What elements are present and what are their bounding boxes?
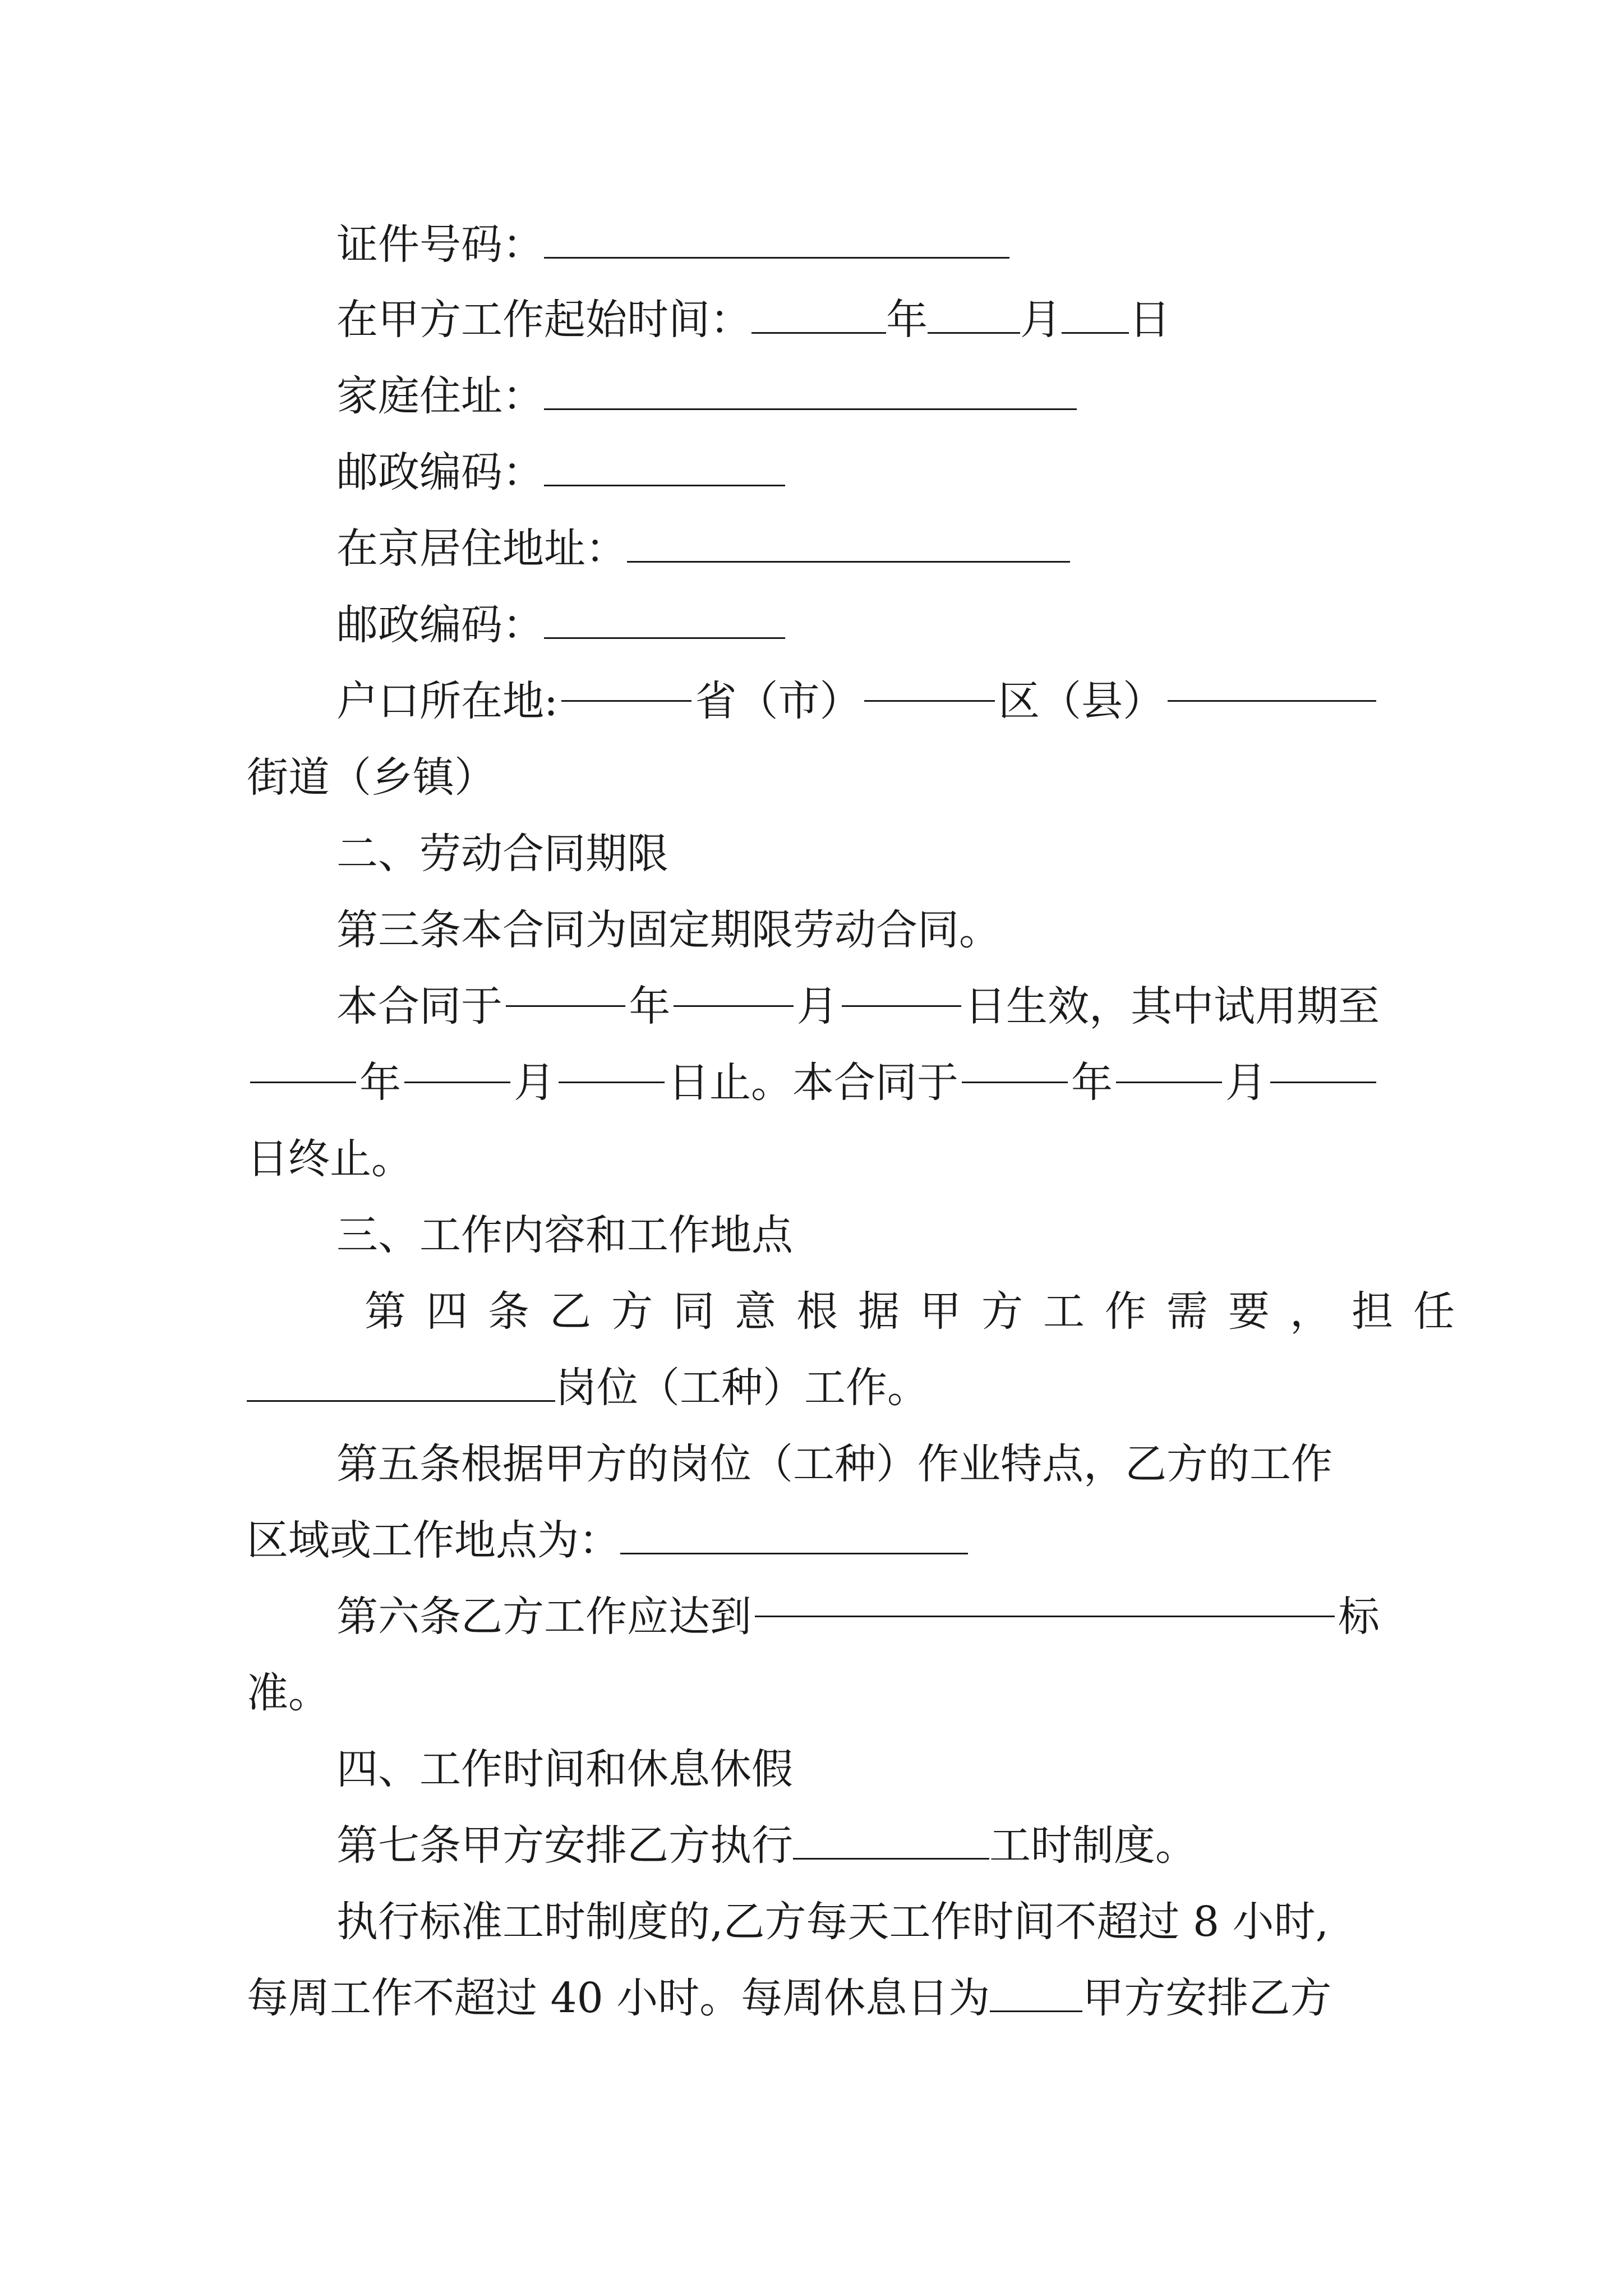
effective-year-blank[interactable] bbox=[506, 973, 625, 1007]
rest-day-blank[interactable] bbox=[990, 1978, 1082, 2012]
section4-title bbox=[336, 1736, 1380, 1803]
street-line bbox=[247, 744, 1380, 811]
postal-code-label: 邮政编码： bbox=[336, 448, 544, 496]
end-month-blank[interactable] bbox=[1116, 1049, 1222, 1083]
article4-line bbox=[365, 1278, 1475, 1345]
section4-title-text: 四、工作时间和休息休假 bbox=[336, 1745, 793, 1793]
article6-line2 bbox=[247, 1659, 1380, 1727]
month-text: 月 bbox=[1225, 1059, 1267, 1107]
article7-prefix: 第七条甲方安排乙方执行 bbox=[336, 1821, 793, 1870]
post-blank[interactable] bbox=[247, 1368, 555, 1402]
year-text: 年 bbox=[1071, 1059, 1113, 1107]
standard-hours-line2 bbox=[247, 1964, 1380, 2032]
effective-day-blank[interactable] bbox=[842, 973, 961, 1007]
start-date-label: 在甲方工作起始时间： bbox=[336, 296, 751, 344]
article3-text: 第三条本合同为固定期限劳动合同。 bbox=[336, 906, 1000, 954]
article4-post-text: 岗位（工种）工作。 bbox=[555, 1364, 929, 1412]
start-day-blank[interactable] bbox=[1062, 300, 1129, 334]
home-address-label: 家庭住址： bbox=[336, 372, 544, 420]
beijing-address-blank[interactable] bbox=[627, 528, 1070, 563]
article5-line1-text: 第五条根据甲方的岗位（工种）作业特点，乙方的工作 bbox=[336, 1440, 1332, 1488]
standard-blank[interactable] bbox=[755, 1583, 1335, 1617]
section2-title bbox=[336, 820, 1380, 887]
year-text: 年 bbox=[886, 296, 928, 344]
terminate-text: 日终止。 bbox=[247, 1135, 413, 1183]
id-number-blank[interactable] bbox=[544, 224, 1009, 259]
start-date-line bbox=[336, 286, 1380, 353]
postal-code-label-2: 邮政编码： bbox=[336, 601, 544, 649]
standard-hours-line1-text: 执行标准工时制度的,乙方每天工作时间不超过 8 小时, bbox=[336, 1898, 1329, 1946]
postal-code-blank-2[interactable] bbox=[544, 605, 785, 639]
street-text: 街道（乡镇） bbox=[247, 753, 496, 802]
article4-post-line bbox=[247, 1354, 1380, 1421]
article6-suffix-1: 标 bbox=[1338, 1593, 1380, 1641]
probation-year-blank[interactable] bbox=[250, 1049, 356, 1083]
district-blank[interactable] bbox=[864, 668, 995, 702]
postal-code-blank[interactable] bbox=[544, 452, 785, 486]
article7-suffix: 工时制度。 bbox=[989, 1821, 1197, 1870]
hukou-label: 户口所在地: bbox=[336, 677, 558, 725]
article6-line bbox=[336, 1583, 1380, 1650]
probation-line bbox=[247, 1049, 1380, 1116]
work-location-blank[interactable] bbox=[620, 1520, 968, 1554]
home-address-line bbox=[336, 362, 1380, 430]
street-blank[interactable] bbox=[1168, 668, 1376, 702]
effective-prefix: 本合同于 bbox=[336, 982, 502, 1030]
end-day-blank[interactable] bbox=[1270, 1049, 1376, 1083]
end-year-blank[interactable] bbox=[962, 1049, 1068, 1083]
section2-title-text: 二、劳动合同期限 bbox=[336, 830, 668, 878]
probation-month-blank[interactable] bbox=[404, 1049, 510, 1083]
postal-code-line-2 bbox=[336, 591, 1380, 659]
day-text: 日 bbox=[1129, 296, 1170, 344]
year-text: 年 bbox=[359, 1059, 401, 1107]
standard-hours-line2-text: 每周工作不超过 40 小时。每周休息日为 bbox=[247, 1974, 990, 2022]
home-address-blank[interactable] bbox=[544, 376, 1077, 410]
district-text: 区（县） bbox=[998, 677, 1164, 725]
month-text: 月 bbox=[796, 982, 838, 1030]
beijing-address-label: 在京居住地址： bbox=[336, 524, 627, 573]
month-text: 月 bbox=[514, 1059, 555, 1107]
province-text: 省（市） bbox=[695, 677, 861, 725]
start-year-blank[interactable] bbox=[751, 300, 886, 334]
article5-line1 bbox=[336, 1430, 1380, 1498]
start-month-blank[interactable] bbox=[928, 300, 1020, 334]
month-text: 月 bbox=[1020, 296, 1062, 344]
province-blank[interactable] bbox=[561, 668, 692, 702]
standard-hours-line2-tail: 甲方安排乙方 bbox=[1082, 1974, 1332, 2022]
standard-hours-line1 bbox=[336, 1888, 1380, 1955]
work-hour-system-blank[interactable] bbox=[793, 1825, 989, 1860]
effective-month-blank[interactable] bbox=[674, 973, 793, 1007]
id-number-label: 证件号码： bbox=[336, 220, 544, 269]
effective-line bbox=[336, 973, 1380, 1040]
postal-code-line bbox=[336, 439, 1380, 506]
probation-end-text: 日止。本合同于 bbox=[668, 1059, 958, 1107]
article6-suffix-2: 准。 bbox=[247, 1669, 330, 1717]
article4-text: 第四条乙方同意根据甲方工作需要，担任 bbox=[365, 1287, 1475, 1336]
beijing-address-line bbox=[336, 515, 1380, 582]
id-number-line bbox=[336, 211, 1380, 278]
effective-suffix: 日生效，其中试用期至 bbox=[964, 982, 1380, 1030]
terminate-line bbox=[247, 1125, 1380, 1193]
article5-line2 bbox=[247, 1507, 1380, 1574]
section3-title bbox=[336, 1202, 1380, 1269]
article6-prefix: 第六条乙方工作应达到 bbox=[336, 1593, 751, 1641]
article7-line bbox=[336, 1812, 1380, 1879]
article5-line2-text: 区域或工作地点为： bbox=[247, 1516, 620, 1565]
probation-day-blank[interactable] bbox=[559, 1049, 665, 1083]
hukou-line bbox=[336, 668, 1380, 735]
year-text: 年 bbox=[629, 982, 671, 1030]
article3-line bbox=[336, 896, 1380, 964]
section3-title-text: 三、工作内容和工作地点 bbox=[336, 1211, 793, 1259]
